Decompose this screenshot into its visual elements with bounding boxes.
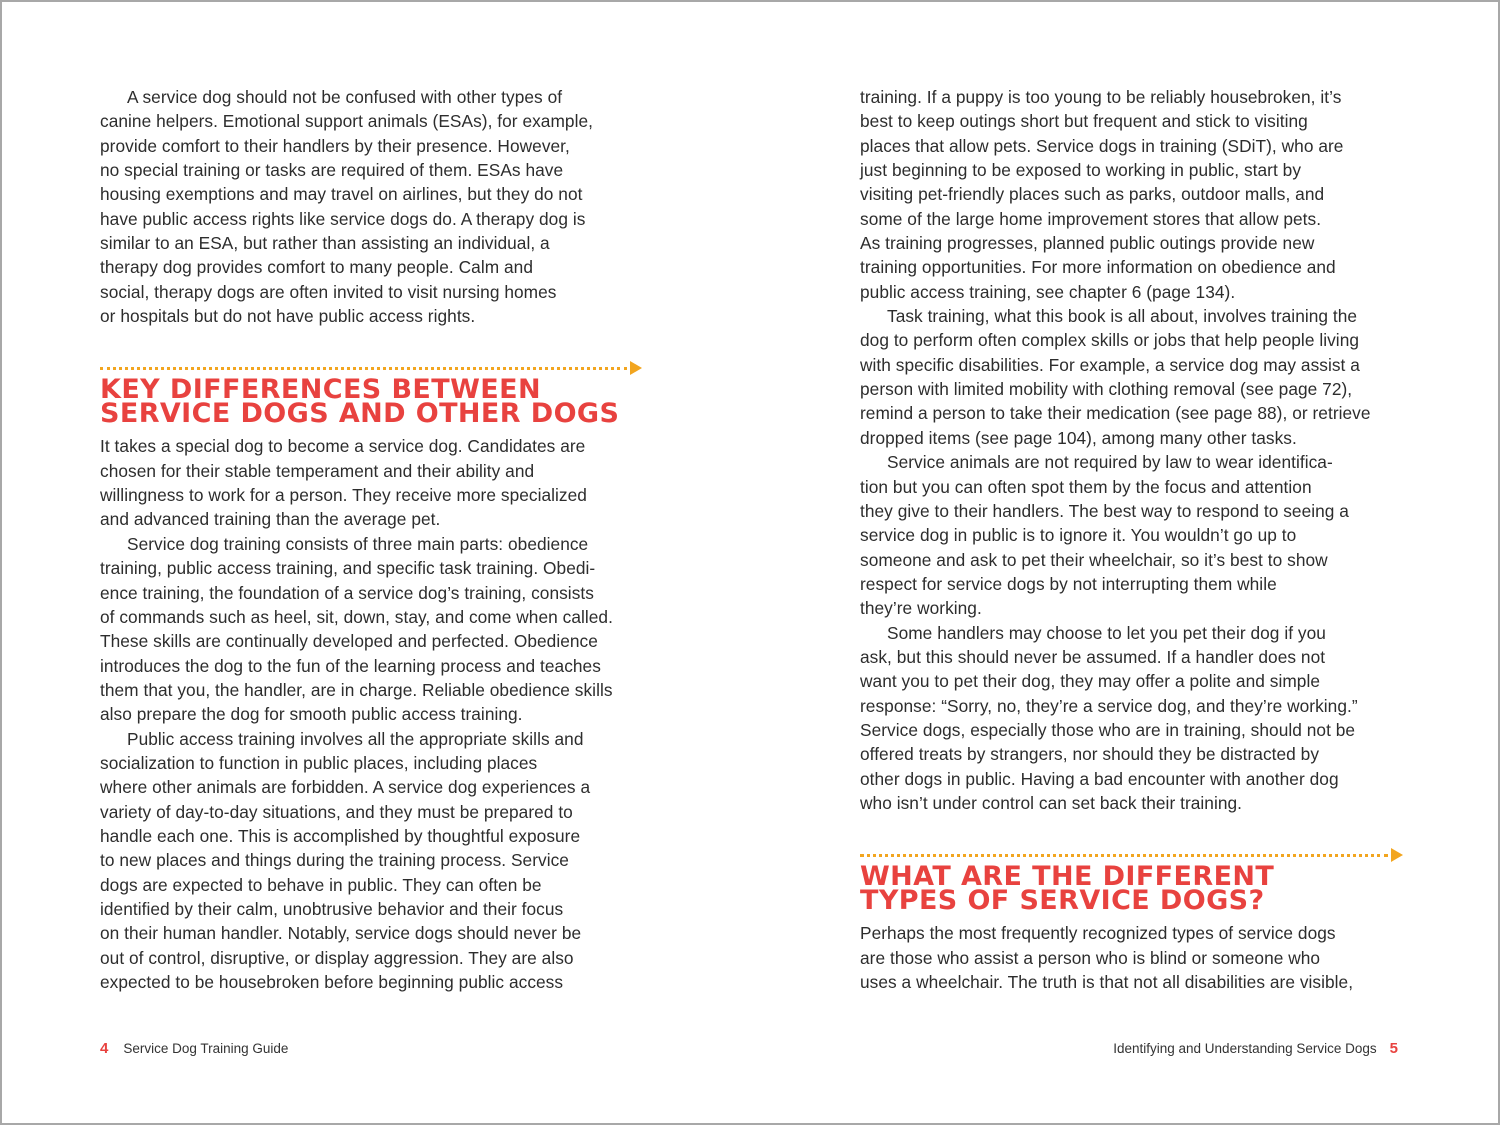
text-line: them that you, the handler, are in charge. Reliable obedience skills xyxy=(100,679,613,700)
heading-line: TYPES OF SERVICE DOGS? xyxy=(860,885,1265,917)
right-footer xyxy=(1113,1039,1398,1059)
page-number: 4 xyxy=(100,1040,109,1057)
text-line: training, public access training, and specific task training. Obedi- xyxy=(100,558,596,579)
text-line: housing exemptions and may travel on airlines, but they do not xyxy=(100,184,583,205)
text-line: dog to perform often complex skills or jobs that help people living xyxy=(860,330,1360,351)
text-line: or hospitals but do not have public access rights. xyxy=(100,306,476,327)
text-line: uses a wheelchair. The truth is that not all disabilities are visible, xyxy=(860,972,1354,992)
left-page xyxy=(100,85,644,994)
running-title: Identifying and Understanding Service Dogs xyxy=(1113,1041,1377,1056)
text-line: handle each one. This is accomplished by thoughtful exposure xyxy=(100,825,581,846)
text-line: variety of day-to-day situations, and they must be prepared to xyxy=(100,801,573,822)
text-line: have public access rights like service dogs do. A therapy dog is xyxy=(100,208,586,229)
text-line: remind a person to take their medication (see page 88), or retrieve xyxy=(860,403,1371,424)
text-line: Service dogs, especially those who are in training, should not be xyxy=(860,719,1356,740)
text-line: on their human handler. Notably, service dogs should never be xyxy=(100,923,582,944)
text-line: dropped items (see page 104), among many other tasks. xyxy=(860,427,1297,448)
text-line: similar to an ESA, but rather than assisting an individual, a xyxy=(100,233,550,254)
text-line: are those who assist a person who is blind or someone who xyxy=(860,947,1321,968)
text-line: It takes a special dog to become a service dog. Candidates are xyxy=(100,436,586,457)
text-line: where other animals are forbidden. A service dog experiences a xyxy=(100,777,591,798)
intro-paragraph xyxy=(100,85,644,328)
text-line: As training progresses, planned public outings provide new xyxy=(860,233,1315,254)
text-line: Task training, what this book is all about, involves training the xyxy=(887,306,1358,327)
text-line: Service dog training consists of three main parts: obedience xyxy=(127,533,589,554)
text-line: tion but you can often spot them by the focus and attention xyxy=(860,476,1312,497)
text-line: some of the large home improvement stores that allow pets. xyxy=(860,208,1322,229)
text-line: These skills are continually developed and perfected. Obedience xyxy=(100,631,598,652)
text-line: and advanced training than the average pet. xyxy=(100,509,441,530)
text-line: chosen for their stable temperament and their ability and xyxy=(100,460,535,481)
text-line: want you to pet their dog, they may offer a polite and simple xyxy=(860,671,1320,692)
heading-line: KEY DIFFERENCES BETWEEN xyxy=(100,374,541,406)
section-body xyxy=(860,921,1404,994)
text-line: places that allow pets. Service dogs in training (SDiT), who are xyxy=(860,135,1344,156)
text-line: with specific disabilities. For example, a service dog may assist a xyxy=(860,354,1360,375)
text-line: training. If a puppy is too young to be reliably housebroken, it’s xyxy=(860,87,1342,107)
text-line: other dogs in public. Having a bad encounter with another dog xyxy=(860,768,1339,789)
text-line: who isn’t under control can set back their training. xyxy=(860,792,1243,813)
text-line: response: “Sorry, no, they’re a service dog, and they’re working.” xyxy=(860,695,1358,716)
text-line: canine helpers. Emotional support animals (ESAs), for example, xyxy=(100,111,593,132)
text-line: social, therapy dogs are often invited to visit nursing homes xyxy=(100,281,557,302)
text-line: therapy dog provides comfort to many people. Calm and xyxy=(100,257,533,278)
arrow-right-icon xyxy=(630,361,642,375)
text-line: person with limited mobility with clothing removal (see page 72), xyxy=(860,379,1353,400)
page-number: 5 xyxy=(1389,1040,1398,1057)
text-line: willingness to work for a person. They receive more specialized xyxy=(100,485,587,506)
text-line: also prepare the dog for smooth public access training. xyxy=(100,704,523,725)
section-heading xyxy=(100,374,644,430)
text-line: A service dog should not be confused with other types of xyxy=(127,87,563,107)
text-line: they give to their handlers. The best way to respond to seeing a xyxy=(860,500,1349,521)
dotted-rule xyxy=(860,854,1388,857)
right-page xyxy=(860,85,1404,994)
text-line: service dog in public is to ignore it. You wouldn’t go up to xyxy=(860,525,1297,546)
text-line: training opportunities. For more information on obedience and xyxy=(860,257,1336,278)
text-line: out of control, disruptive, or display aggression. They are also xyxy=(100,947,574,968)
text-line: ence training, the foundation of a service dog’s training, consists xyxy=(100,582,594,603)
text-line: best to keep outings short but frequent and stick to visiting xyxy=(860,111,1308,132)
text-line: ask, but this should never be assumed. If a handler does not xyxy=(860,646,1326,667)
text-line: introduces the dog to the fun of the learning process and teaches xyxy=(100,655,601,676)
left-footer xyxy=(100,1039,288,1059)
text-line: provide comfort to their handlers by their presence. However, xyxy=(100,135,570,156)
text-line: no special training or tasks are required of them. ESAs have xyxy=(100,160,564,181)
text-line: Service animals are not required by law to wear identifica- xyxy=(887,452,1333,473)
text-line: of commands such as heel, sit, down, stay, and come when called. xyxy=(100,606,613,627)
running-title: Service Dog Training Guide xyxy=(123,1041,289,1056)
text-line: identified by their calm, unobtrusive behavior and their focus xyxy=(100,898,564,919)
text-line: expected to be housebroken before beginning public access xyxy=(100,972,564,992)
section-heading xyxy=(860,861,1404,917)
arrow-right-icon xyxy=(1391,848,1403,862)
text-line: socialization to function in public places, including places xyxy=(100,752,538,773)
text-line: to new places and things during the training process. Service xyxy=(100,850,569,871)
text-line: public access training, see chapter 6 (page 134). xyxy=(860,281,1236,302)
text-line: dogs are expected to behave in public. They can often be xyxy=(100,874,542,895)
section-body xyxy=(100,434,644,994)
heading-line: SERVICE DOGS AND OTHER DOGS xyxy=(100,398,620,430)
text-line: they’re working. xyxy=(860,598,982,619)
text-line: Some handlers may choose to let you pet their dog if you xyxy=(887,622,1326,643)
heading-line: WHAT ARE THE DIFFERENT xyxy=(860,861,1275,893)
text-line: someone and ask to pet their wheelchair, so it’s best to show xyxy=(860,549,1328,570)
text-line: Public access training involves all the appropriate skills and xyxy=(127,728,584,749)
dotted-rule xyxy=(100,367,627,370)
section-divider xyxy=(100,361,644,375)
text-line: offered treats by strangers, nor should they be distracted by xyxy=(860,744,1320,765)
text-line: Perhaps the most frequently recognized types of service dogs xyxy=(860,923,1336,944)
section-divider xyxy=(860,848,1404,862)
text-line: just beginning to be exposed to working in public, start by xyxy=(860,160,1302,181)
text-line: visiting pet-friendly places such as parks, outdoor malls, and xyxy=(860,184,1325,205)
text-line: respect for service dogs by not interrupting them while xyxy=(860,573,1277,594)
continued-text xyxy=(860,85,1404,815)
